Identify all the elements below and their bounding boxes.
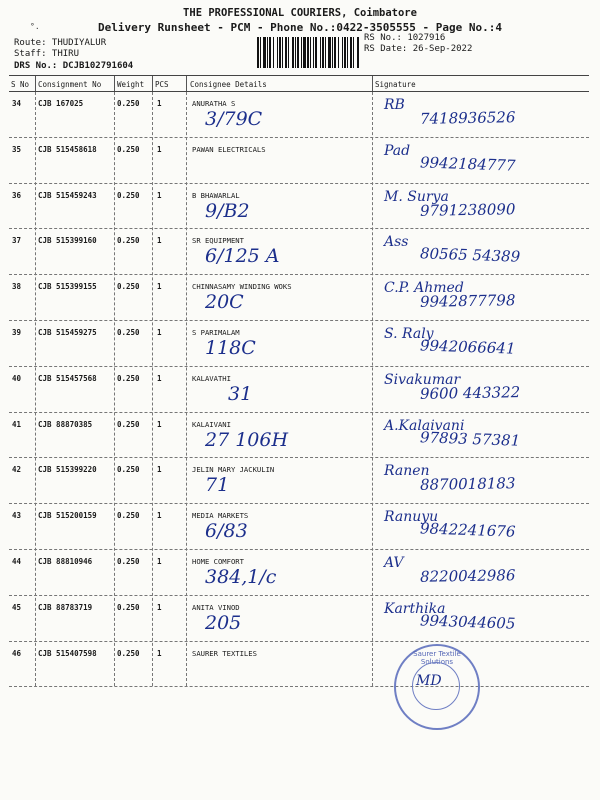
table-row — [0, 553, 600, 599]
barcode — [257, 37, 359, 68]
barcode-bar — [313, 37, 314, 68]
row-sno: 43 — [12, 511, 22, 521]
handwritten-address: 3/79C — [205, 108, 263, 130]
col-divider — [152, 92, 153, 686]
company-stamp — [394, 644, 480, 730]
barcode-bar — [260, 37, 261, 68]
row-divider — [9, 686, 589, 687]
row-consignment: CJB 88783719 — [38, 602, 93, 612]
barcode-bar — [279, 37, 281, 68]
col-divider — [35, 92, 36, 686]
barcode-bar — [282, 37, 283, 68]
row-consignment: CJB 88810946 — [38, 557, 93, 566]
row-consignment: CJB 167025 — [38, 99, 84, 108]
signature-name: C.P. Ahmed — [384, 280, 464, 297]
row-consignee: KALAIVANI — [192, 419, 231, 429]
row-divider — [9, 503, 589, 504]
row-weight: 0.250 — [117, 282, 140, 292]
row-consignment: CJB 88870385 — [38, 419, 93, 429]
barcode-bar — [342, 37, 343, 68]
signature-phone: 8220042986 — [419, 566, 516, 586]
row-consignment: CJB 515399155 — [38, 282, 97, 292]
row-sno: 39 — [12, 328, 22, 337]
signature-name: Ranuyu — [384, 509, 439, 526]
row-consignment: CJB 515459243 — [38, 190, 97, 200]
signature-phone: 9842241676 — [419, 519, 516, 541]
col-divider — [35, 76, 36, 91]
row-pcs: 1 — [157, 236, 162, 246]
signature-phone: 9942184777 — [419, 153, 516, 175]
row-consignee: CHINNASAMY WINDING WOKS — [192, 282, 292, 292]
row-weight: 0.250 — [117, 465, 140, 475]
barcode-bar — [328, 37, 331, 68]
table-row — [0, 95, 600, 141]
row-consignee: B BHAWARLAL — [192, 190, 240, 200]
barcode-bar — [334, 37, 336, 68]
table-row — [0, 599, 600, 645]
row-sno: 44 — [12, 557, 22, 566]
barcode-bar — [322, 37, 324, 68]
signature-name: Sivakumar — [384, 371, 461, 388]
signature-name: Pad — [384, 142, 411, 159]
drs-number: DRS No.: DCJB102791604 — [14, 61, 134, 71]
row-sno: 38 — [12, 282, 22, 292]
barcode-bar — [267, 37, 268, 68]
rs-number: RS No.: 1027916 — [364, 33, 446, 43]
signature-phone: 97893 57381 — [419, 427, 521, 450]
table-header-border — [9, 91, 589, 92]
row-consignment: CJB 515399220 — [38, 465, 97, 475]
row-consignee: SAURER TEXTILES — [192, 648, 257, 658]
row-consignment: CJB 515459275 — [38, 328, 97, 337]
row-consignment: CJB 515458618 — [38, 144, 97, 154]
row-consignee: JELIN MARY JACKULIN — [192, 465, 275, 475]
row-weight: 0.250 — [117, 419, 140, 429]
barcode-bar — [273, 37, 274, 68]
handwritten-address: 118C — [205, 337, 256, 359]
column-header-signature: Signature — [375, 80, 416, 89]
signature-phone: 9791238090 — [419, 199, 516, 220]
row-divider — [9, 183, 589, 184]
row-consignment: CJB 515200159 — [38, 511, 97, 521]
row-sno: 40 — [12, 373, 22, 383]
table-row — [0, 507, 600, 553]
handwritten-address: 27 106H — [205, 428, 289, 451]
table-row — [0, 187, 600, 233]
row-weight: 0.250 — [117, 648, 140, 658]
barcode-bar — [307, 37, 309, 68]
row-sno: 37 — [12, 236, 22, 246]
signature-phone: 9600 443322 — [419, 382, 521, 403]
signature-phone: 80565 54389 — [419, 244, 521, 267]
route-label: Route: THUDIYALUR — [14, 38, 107, 48]
signature-phone: 9943044605 — [419, 611, 516, 633]
signature-name: M. Surya — [384, 188, 449, 205]
row-sno: 42 — [12, 465, 22, 475]
col-divider — [152, 76, 153, 91]
row-consignee: KALAVATHI — [192, 373, 231, 383]
row-pcs: 1 — [157, 465, 162, 475]
column-header-pcs: PCS — [155, 80, 169, 89]
col-divider — [186, 76, 187, 91]
row-divider — [9, 228, 589, 229]
handwritten-address: 9/B2 — [205, 199, 250, 222]
barcode-bar — [297, 37, 299, 68]
row-sno: 36 — [12, 190, 22, 200]
staff-label: Staff: THIRU — [14, 49, 80, 59]
barcode-bar — [347, 37, 348, 68]
row-consignee: S PARIMALAM — [192, 328, 240, 337]
rs-date: RS Date: 26-Sep-2022 — [364, 44, 473, 54]
handwritten-address: 71 — [205, 474, 230, 497]
signature-name: Ass — [384, 234, 409, 251]
row-weight: 0.250 — [117, 144, 140, 154]
barcode-bar — [288, 37, 289, 68]
row-sno: 35 — [12, 144, 22, 154]
handwritten-address: 384,1/c — [205, 566, 277, 588]
row-pcs: 1 — [157, 419, 162, 429]
row-divider — [9, 595, 589, 596]
barcode-bar — [315, 37, 317, 68]
handwritten-address: 6/83 — [205, 520, 248, 543]
handwritten-address: 31 — [228, 382, 253, 405]
column-header-consignment: Consignment No — [38, 80, 102, 89]
row-consignee: SR EQUIPMENT — [192, 236, 244, 246]
runsheet-title: Delivery Runsheet - PCM - Phone No.:0422-3505555 - Page No.:4 — [98, 21, 502, 34]
row-divider — [9, 549, 589, 550]
barcode-bar — [257, 37, 259, 68]
handwritten-address: 6/125 A — [205, 245, 280, 268]
row-pcs: 1 — [157, 602, 162, 612]
signature-phone: 9942066641 — [419, 336, 516, 358]
barcode-bar — [350, 37, 352, 68]
row-consignee: PAWAN ELECTRICALS — [192, 144, 266, 154]
row-divider — [9, 137, 589, 138]
row-sno: 45 — [12, 602, 22, 612]
barcode-bar — [269, 37, 271, 68]
table-row — [0, 645, 600, 691]
corner-mark: °. — [30, 22, 40, 31]
row-pcs: 1 — [157, 144, 162, 154]
row-sno: 34 — [12, 99, 22, 108]
column-header-sno: S No — [11, 80, 30, 89]
barcode-bar — [353, 37, 354, 68]
stamp-signature: MD — [416, 673, 442, 689]
col-divider — [114, 76, 115, 91]
barcode-bar — [325, 37, 326, 68]
signature-name: RB — [384, 97, 405, 113]
row-divider — [9, 412, 589, 413]
row-pcs: 1 — [157, 282, 162, 292]
row-weight: 0.250 — [117, 328, 140, 337]
row-pcs: 1 — [157, 373, 162, 383]
barcode-bar — [295, 37, 296, 68]
table-row — [0, 461, 600, 507]
row-sno: 46 — [12, 648, 22, 658]
col-divider — [114, 92, 115, 686]
col-divider — [372, 92, 373, 686]
company-title: THE PROFESSIONAL COURIERS, Coimbatore — [183, 7, 417, 19]
table-row — [0, 232, 600, 278]
table-row — [0, 370, 600, 416]
row-weight: 0.250 — [117, 373, 140, 383]
barcode-bar — [357, 37, 359, 68]
row-consignee: ANURATHA S — [192, 99, 236, 108]
row-weight: 0.250 — [117, 99, 140, 108]
barcode-bar — [292, 37, 294, 68]
signature-name: Karthika — [384, 600, 446, 617]
row-weight: 0.250 — [117, 602, 140, 612]
table-row — [0, 324, 600, 370]
row-divider — [9, 274, 589, 275]
col-divider — [372, 76, 373, 91]
table-row — [0, 416, 600, 462]
row-sno: 41 — [12, 419, 22, 429]
table-row — [0, 278, 600, 324]
row-weight: 0.250 — [117, 236, 140, 246]
table-row — [0, 141, 600, 187]
barcode-bar — [263, 37, 266, 68]
row-weight: 0.250 — [117, 557, 140, 566]
barcode-bar — [320, 37, 321, 68]
row-consignee: HOME COMFORT — [192, 557, 244, 566]
barcode-bar — [301, 37, 302, 68]
row-weight: 0.250 — [117, 511, 140, 521]
row-consignment: CJB 515399160 — [38, 236, 97, 246]
barcode-bar — [332, 37, 333, 68]
row-divider — [9, 641, 589, 642]
column-header-consignee: Consignee Details — [190, 80, 267, 89]
row-consignment: CJB 515457568 — [38, 373, 97, 383]
row-pcs: 1 — [157, 190, 162, 200]
table-top-border — [9, 75, 589, 76]
barcode-bar — [310, 37, 311, 68]
barcode-bar — [277, 37, 278, 68]
handwritten-address: 20C — [205, 291, 244, 314]
row-consignment: CJB 515407598 — [38, 648, 97, 658]
barcode-bar — [344, 37, 346, 68]
row-divider — [9, 457, 589, 458]
row-pcs: 1 — [157, 511, 162, 521]
signature-name: S. Raly — [384, 326, 434, 342]
stamp-text: Saurer Textile Solutions — [413, 650, 461, 666]
row-consignee: MEDIA MARKETS — [192, 511, 249, 521]
column-header-weight: Weight — [117, 80, 145, 89]
row-pcs: 1 — [157, 328, 162, 337]
col-divider — [186, 92, 187, 686]
signature-phone: 9942877798 — [419, 291, 516, 312]
signature-name: AV — [384, 555, 404, 571]
signature-name: Ranen — [384, 463, 430, 480]
signature-name: A.Kalaivani — [384, 417, 465, 434]
barcode-bar — [285, 37, 287, 68]
row-pcs: 1 — [157, 557, 162, 566]
row-consignee: ANITA VINOD — [192, 602, 240, 612]
row-divider — [9, 366, 589, 367]
row-pcs: 1 — [157, 99, 162, 108]
row-pcs: 1 — [157, 648, 162, 658]
row-divider — [9, 320, 589, 321]
barcode-bar — [338, 37, 339, 68]
barcode-bar — [303, 37, 306, 68]
signature-phone: 7418936526 — [419, 108, 516, 128]
signature-phone: 8870018183 — [419, 474, 516, 495]
handwritten-address: 205 — [205, 611, 242, 634]
row-weight: 0.250 — [117, 190, 140, 200]
